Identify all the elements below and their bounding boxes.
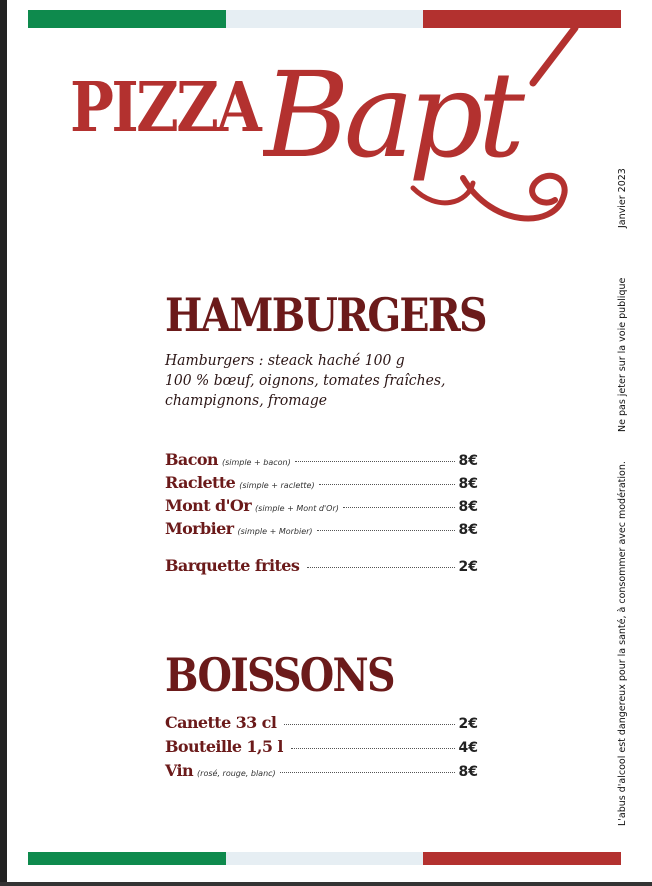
item-price: 8€ — [458, 499, 478, 515]
leader-dots — [307, 567, 454, 568]
item-detail: (simple + bacon) — [221, 458, 291, 467]
item-detail: (simple + raclette) — [239, 481, 315, 490]
item-name: Morbier — [165, 519, 234, 538]
italian-flag-band-top — [28, 10, 621, 28]
logo-t-ascender — [533, 28, 575, 83]
item-price: 8€ — [458, 476, 478, 492]
flag-white-stripe — [226, 852, 424, 865]
item-price: 4€ — [458, 740, 478, 756]
menu-item-mont-dor — [165, 496, 478, 516]
item-detail: (rosé, rouge, blanc) — [197, 769, 276, 778]
logo-flourish-curl — [413, 183, 473, 203]
item-name: Mont d'Or — [165, 496, 252, 515]
leader-dots — [319, 484, 455, 485]
date-vertical-text: Janvier 2023 — [617, 168, 628, 228]
item-price: 2€ — [458, 559, 478, 575]
leader-dots — [284, 724, 454, 725]
item-price: 2€ — [458, 716, 478, 732]
section-title-boissons: BOISSONS — [165, 648, 394, 702]
leader-dots — [291, 748, 455, 749]
item-name: Bacon — [165, 450, 218, 469]
leader-dots — [317, 530, 455, 531]
item-name: Canette 33 cl — [165, 713, 277, 732]
item-name: Vin — [165, 761, 194, 780]
item-detail: (simple + Morbier) — [237, 527, 313, 536]
menu-item-bacon — [165, 450, 478, 470]
menu-item-barquette-frites — [165, 556, 478, 576]
italian-flag-band-bottom — [28, 852, 621, 865]
item-price: 8€ — [458, 453, 478, 469]
item-name: Barquette frites — [165, 556, 300, 575]
page-left-edge — [0, 0, 7, 886]
menu-item-vin — [165, 761, 478, 781]
leader-dots — [343, 507, 455, 508]
page-bottom-edge — [0, 882, 652, 886]
menu-item-raclette — [165, 473, 478, 493]
do-not-litter-vertical-text: Ne pas jeter sur la voie publique — [617, 277, 628, 432]
item-name: Raclette — [165, 473, 236, 492]
flag-red-stripe — [423, 10, 621, 28]
logo-word-pizza: PIZZA — [70, 68, 260, 148]
menu-item-bouteille — [165, 737, 478, 757]
menu-item-canette — [165, 713, 478, 733]
hamburgers-description — [165, 350, 472, 410]
menu-item-morbier — [165, 519, 478, 539]
pizza-bapt-logo — [68, 30, 588, 240]
desc-line: Hamburgers : steack haché 100 g — [165, 351, 405, 369]
logo-script-bapt — [263, 28, 593, 238]
flag-white-stripe — [226, 10, 424, 28]
flag-green-stripe — [28, 10, 226, 28]
item-name: Bouteille 1,5 l — [165, 737, 283, 756]
logo-word-bapt: Bapt — [263, 46, 520, 184]
leader-dots — [295, 461, 455, 462]
flag-green-stripe — [28, 852, 226, 865]
item-detail: (simple + Mont d'Or) — [255, 504, 339, 513]
desc-line: 100 % bœuf, oignons, tomates fraîches, — [165, 371, 446, 389]
item-price: 8€ — [458, 764, 478, 780]
section-title-hamburgers: HAMBURGERS — [165, 288, 486, 342]
desc-line: champignons, fromage — [165, 391, 328, 409]
leader-dots — [280, 772, 455, 773]
alcohol-warning-vertical-text: L'abus d'alcool est dangereux pour la santé, à consommer avec modération. — [617, 461, 628, 826]
flag-red-stripe — [423, 852, 621, 865]
item-price: 8€ — [458, 522, 478, 538]
